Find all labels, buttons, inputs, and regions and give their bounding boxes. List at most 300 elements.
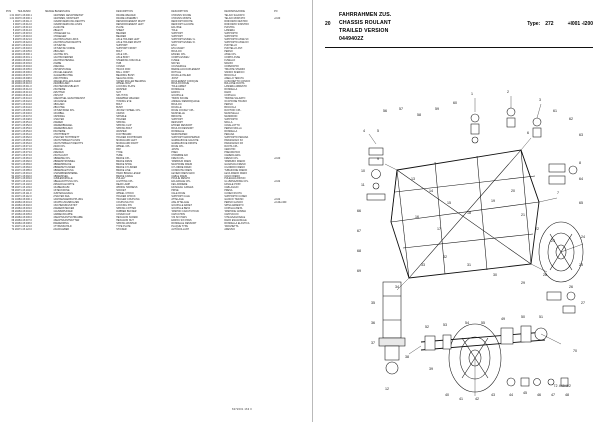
cell-fr: PRISE <box>171 190 179 193</box>
cell-qty: 4 <box>53 193 55 196</box>
cell-it: FRENO CPL. <box>224 157 239 160</box>
callout-40: 40 <box>445 393 449 397</box>
cell-en: WHEEL BOLT <box>116 83 132 86</box>
page-number: 20 <box>325 21 331 27</box>
cell-pos: 63 20 <box>11 202 18 205</box>
cell-num: 271.15.061.0 <box>17 133 32 136</box>
cell-en: WASHER <box>116 89 127 92</box>
cell-pos: 71 20 <box>11 225 18 228</box>
cell-qty: 1 <box>53 133 55 136</box>
cell-num: 271.15.064.0 <box>17 142 32 145</box>
callout-23: 23 <box>551 239 555 243</box>
cell-fr: RONDELLE RESSORT <box>171 223 197 226</box>
callout-69: 69 <box>357 269 361 273</box>
cell-qty: 2 <box>53 151 55 154</box>
left-page-footer: 6372001 163 0 <box>232 408 252 411</box>
callout-22: 22 <box>535 227 539 231</box>
cell-it: GANCIO TRAINO <box>224 199 244 202</box>
cell-de: TRAEGER GL. <box>54 33 71 36</box>
cell-rm: +I102 <box>274 199 281 202</box>
cell-fr: CHAMBRE AIR <box>171 154 188 157</box>
cell-en: FOOTBOARD <box>116 133 132 136</box>
cell-pos: 5 20 <box>12 30 18 33</box>
col-po: PO <box>274 11 278 13</box>
cell-fr: TIMON SOUDE <box>171 98 189 101</box>
cell-fr: TOLE <box>171 30 178 33</box>
cell-de: RAD KPL. <box>54 145 66 148</box>
cell-fr: SUPPORT <box>171 33 183 36</box>
cell-pos: 22 20 <box>11 80 18 83</box>
cell-num: 270.15.021.0 <box>17 38 32 41</box>
cell-en: NUT <box>116 92 122 95</box>
cell-en: AXLE HOLDER RIGHT <box>116 41 142 44</box>
cell-num: 294.15.002.0 <box>17 59 32 62</box>
cell-qty: 1 <box>53 119 55 122</box>
callout-11: 11 <box>361 183 365 187</box>
cell-num: 284.15.004.0 <box>17 211 32 214</box>
cell-fr: ANNEAU REMORQUAGE <box>171 101 200 104</box>
callout-49: 49 <box>501 317 505 321</box>
cell-it: PRESA <box>224 190 233 193</box>
cell-de: TRAEGER <box>54 35 67 38</box>
cell-de: BUCHSE <box>54 107 65 110</box>
cell-qty: 2 <box>53 65 55 68</box>
cell-de: GUMMIPUFFER <box>54 211 73 214</box>
cell-fr: CAPUCHON <box>171 214 186 217</box>
cell-num: 271.15.014.0 <box>17 30 32 33</box>
cell-qty: 2 <box>53 41 55 44</box>
cell-fr: DOUILLE <box>171 107 182 110</box>
cell-fr: MACHOIRE FREIN <box>171 163 193 166</box>
cell-pos: 50 20 <box>11 163 18 166</box>
cell-pos: 46 20 <box>11 151 18 154</box>
callout-21: 21 <box>521 213 525 217</box>
cell-it: TAMBURO FRENO <box>224 160 246 163</box>
cell-fr: RONDELLE <box>171 130 185 133</box>
cell-pos: 60 20 <box>11 193 18 196</box>
drawing-page <box>313 0 600 422</box>
cell-num: 271.15.044.0 <box>17 107 32 110</box>
callout-29: 29 <box>521 281 525 285</box>
cell-it: TIRANTE STERZO <box>224 68 246 71</box>
cell-fr: MANIVELLE <box>171 113 185 116</box>
cell-qty: 1 <box>53 211 55 214</box>
cell-qty: 2 <box>53 184 55 187</box>
cell-en: FRAME WELDED <box>116 15 136 18</box>
cell-pos: 45 20 <box>11 148 18 151</box>
cell-en: SPRING <box>116 122 126 125</box>
cell-it: PERNO GANCIO <box>224 202 244 205</box>
cell-qty: 1 <box>53 175 55 178</box>
cell-de: KUPPLUNGSBOLZEN <box>54 202 80 205</box>
cell-de: BREMSE KPL. <box>54 157 71 160</box>
cell-it: PEDANA <box>224 133 235 136</box>
cell-de: HALTER KEIL <box>54 196 70 199</box>
cell-pos: 8 20 <box>12 38 18 41</box>
cell-qty: 2 <box>53 208 55 211</box>
callout-50: 50 <box>521 315 525 319</box>
type-designation <box>527 21 593 27</box>
cell-it: COPERCHIO <box>224 65 239 68</box>
cell-num: 271.15.073.0 <box>17 151 32 154</box>
cell-pos: 9 20 <box>12 41 18 44</box>
cell-fr: PNEU <box>171 151 178 154</box>
cell-qty: 2 <box>53 89 55 92</box>
cell-de: DEICHSEL GESCHWEISST <box>54 98 86 101</box>
cell-pos: 39 20 <box>11 130 18 133</box>
cell-pos: 64 20 <box>11 205 18 208</box>
cell-it: RINFORZO SINISTRO <box>224 24 249 27</box>
cell-fr: ETAI AVANT <box>171 47 185 50</box>
col-denominazione: DENOMINAZIONE <box>224 11 246 13</box>
cell-num: 271.15.091.0 <box>17 172 32 175</box>
cell-en: TUBE <box>116 154 123 157</box>
cell-it: SUPPORTO PEDANA <box>224 136 249 139</box>
cell-en: REAR LAMP <box>116 184 131 187</box>
drawing-code: 72 449402 <box>553 384 571 388</box>
cell-num: 271.15.016.0 <box>17 35 32 38</box>
callout-64: 64 <box>579 177 583 181</box>
cell-it: CAVALLOTTO <box>224 125 240 128</box>
cell-fr: TAMPON CAOUTCHOUC <box>171 211 200 214</box>
cell-en: BEARING BUSH <box>116 74 135 77</box>
callout-44: 44 <box>509 393 513 397</box>
cell-pos: 61 20 <box>11 196 18 199</box>
cell-qty: 1 <box>53 35 55 38</box>
cell-qty: 4 <box>53 163 55 166</box>
cell-num: 271.15.081.0 <box>17 157 32 160</box>
cell-pos: 35 20 <box>11 119 18 122</box>
cell-de: ACHSHALTER RECHTS <box>54 41 82 44</box>
callout-30: 30 <box>493 273 497 277</box>
cell-de: RAHMEN, MONTIERT <box>54 18 80 21</box>
cell-fr: BOULON RESSORT <box>171 128 194 131</box>
cell-de: DECKEL <box>54 65 65 68</box>
cell-de: SICHERUNGSSTIFT <box>54 205 78 208</box>
cell-qty: 1 <box>53 139 55 142</box>
cell-de: RUECKLEUCHTE <box>54 184 75 187</box>
cell-fr: GARDE-BOUE GAUCHE <box>171 139 199 142</box>
cell-de: BREMSSEIL <box>54 175 69 178</box>
cell-en: HOLDER CHOCK <box>116 196 136 199</box>
cell-pos: 10 20 <box>11 44 18 47</box>
cell-fr: GOUPILLE BETA <box>171 208 191 211</box>
cell-fr: SUPPORT ESSIEU G. <box>171 38 196 41</box>
cell-pos: 26 20 <box>11 92 18 95</box>
cell-qty: 4 <box>53 128 55 131</box>
cell-fr: LEVIER FREIN MAIN <box>171 172 195 175</box>
cell-it: PULEGGIA RINVIO <box>224 178 246 181</box>
cell-pos: 15 20 <box>11 59 18 62</box>
cell-pos: 13 20 <box>11 53 18 56</box>
cell-de: LAGERBUCHSE <box>54 74 73 77</box>
cell-qty: 2 <box>53 95 55 98</box>
callout-25: 25 <box>579 263 583 267</box>
callout-33: 33 <box>421 263 425 267</box>
cell-fr: ESSIEU CPL. <box>171 53 187 56</box>
callout-68: 68 <box>357 249 361 253</box>
cell-pos: 36 20 <box>11 122 18 125</box>
cell-rm: +I120+I400 <box>274 202 287 205</box>
cell-it: SUPPORTO <box>224 33 238 36</box>
cell-it: PARAFANGO SX <box>224 139 243 142</box>
cell-num: 271.15.052.0 <box>17 125 32 128</box>
cell-pos: 62 10 <box>11 199 18 202</box>
cell-pos: 69 20 <box>11 220 18 223</box>
cell-it: CORPO ASSE <box>224 56 241 59</box>
cell-it: CUSCINETTO CONICO <box>224 80 251 83</box>
cell-en: MUDGUARD LEFT <box>116 139 137 142</box>
cell-fr: JOINT <box>171 77 179 80</box>
callout-38: 38 <box>405 355 409 359</box>
cell-num: 271.15.082.0 <box>17 160 32 163</box>
cell-pos: 38 20 <box>11 128 18 131</box>
cell-fr: AXE ATTELAGE <box>171 202 190 205</box>
cell-fr: BROCHE <box>171 116 182 119</box>
cell-it: SPINA ARRESTO <box>224 205 244 208</box>
cell-it: TARGHETTA <box>224 225 239 228</box>
type-range: +I001 -I200 <box>567 21 593 27</box>
cell-it: CAVO FRENO <box>224 175 241 178</box>
cell-rm: +I100 <box>274 18 281 21</box>
cell-de: HALTER <box>54 119 65 122</box>
callout-63: 63 <box>579 133 583 137</box>
cell-num: 271.15.104.0 <box>17 190 32 193</box>
cell-num: 271.15.101.0 <box>17 181 32 184</box>
cell-num: 271.15.083.0 <box>17 163 32 166</box>
cell-fr: TOLE ARRET <box>171 86 187 89</box>
cell-it: LAMIERA <box>224 30 235 33</box>
cell-de: BOLZEN <box>54 50 65 53</box>
cell-pos: 47 20 <box>11 154 18 157</box>
col-pos: POS <box>6 11 12 13</box>
cell-en: REINFORCEMENT RIGHT <box>116 21 146 24</box>
callout-34: 34 <box>395 285 399 289</box>
cell-qty: 1 <box>53 15 55 18</box>
cell-it: SUPPORTO ASSE SX <box>224 38 249 41</box>
cell-qty: 4 <box>53 217 55 220</box>
cell-qty: 4 <box>53 80 55 83</box>
cell-it: DADO ESAGONALE <box>224 220 247 223</box>
cell-pos: 40 20 <box>11 133 18 136</box>
cell-it: RONDELLA <box>224 130 238 133</box>
cell-it: CUNEO RUOTA <box>224 193 242 196</box>
cell-it: CAPPUCCIO <box>224 214 239 217</box>
cell-fr: PLAQUE TYPE <box>171 225 188 228</box>
cell-it: ASSE CPL. <box>224 53 237 56</box>
cell-de: STECKDOSE <box>54 190 70 193</box>
cell-qty: 1 <box>53 101 55 104</box>
cell-pos: 3 00 <box>12 24 18 27</box>
cell-qty: 2 <box>53 86 55 89</box>
callout-70: 70 <box>573 349 577 353</box>
cell-de: ACHSSCHENKEL <box>54 59 75 62</box>
callout-54: 54 <box>465 321 469 325</box>
cell-en: RUBBER BUFFER <box>116 211 137 214</box>
cell-fr: BARRE ACCOUPLEMENT <box>171 68 201 71</box>
cell-qty: 2 <box>53 228 55 231</box>
cell-num: 294.15.010.0 <box>17 83 32 86</box>
cell-qty: 4 <box>53 125 55 128</box>
cell-qty: 1 <box>53 205 55 208</box>
cell-en: FRAME ASSEMBLY <box>116 18 138 21</box>
cell-en: SEALING RING <box>116 77 134 80</box>
cell-it: LEVA FRENO MANO <box>224 172 248 175</box>
cell-en: COVER CAP <box>116 214 131 217</box>
cell-fr: CABLE FREIN <box>171 175 188 178</box>
cell-de: NABE <box>54 62 62 65</box>
cell-fr: FUSEE <box>171 59 180 62</box>
cell-it: TELAIO MONTATO <box>224 18 246 21</box>
cell-num: 294.15.006.0 <box>17 71 32 74</box>
cell-it: COPIGLIA <box>224 95 236 98</box>
cell-num: 271.15.093.0 <box>17 178 32 181</box>
callout-45: 45 <box>523 391 527 395</box>
cell-num: 294.15.001.1 <box>17 56 32 59</box>
cell-de: ACHSE KPL. <box>54 53 69 56</box>
cell-qty: 4 <box>53 74 55 77</box>
cell-de: BELEUCHTUNG KPL. <box>54 181 79 184</box>
cell-en: TAPER ROLLER BEARING <box>116 80 146 83</box>
cell-num: 271.15.042.0 <box>17 101 32 104</box>
col-part-number: TEILNUMM <box>17 11 31 13</box>
cell-num: 284.15.003.0 <box>17 208 32 211</box>
cell-qty: 2 <box>53 136 55 139</box>
cell-fr: RENFORT DROITE <box>171 21 193 24</box>
cell-qty: 2 <box>53 62 55 65</box>
cell-it: COPIGLIA BETA <box>224 208 243 211</box>
callout-51: 51 <box>539 315 543 319</box>
callout-55: 55 <box>481 321 485 325</box>
cell-de: ACHSKOERPER <box>54 56 74 59</box>
cell-pos: 51 20 <box>11 166 18 169</box>
cell-pos: 29 20 <box>11 101 18 104</box>
cell-it: ANELLO TENUTA <box>224 77 244 80</box>
cell-en: WHEEL CHOCK <box>116 193 134 196</box>
cell-it: DADO <box>224 92 232 95</box>
cell-qty: 1 <box>53 181 55 184</box>
cell-de: SPINDEL <box>54 116 66 119</box>
cell-qty: 1 <box>53 56 55 59</box>
cell-num: 271.15.015.0 <box>17 33 32 36</box>
cell-it: VITE ESAGONALE <box>224 217 246 220</box>
cell-it: TELAIO SALDATO <box>224 15 245 18</box>
cell-pos: 33 20 <box>11 113 18 116</box>
cell-qty: 1 <box>53 172 55 175</box>
cell-num: 271.15.103.0 <box>17 187 32 190</box>
callout-46: 46 <box>537 393 541 397</box>
cell-pos: 11 20 <box>11 47 18 50</box>
exploded-view-drawing <box>325 52 593 402</box>
cell-pos: 68 20 <box>11 217 18 220</box>
cell-pos: 34 20 <box>11 116 18 119</box>
cell-num: 294.15.009.0 <box>17 80 32 83</box>
cell-en: LOCKING PIN <box>116 205 132 208</box>
cell-de: SCHUTZBLECH RECHTS <box>54 142 84 145</box>
cell-pos: 18 20 <box>11 68 18 71</box>
cell-de: SICHERUNGSBLECH <box>54 86 79 89</box>
col-description-fr: DESCRIPTION <box>171 11 189 13</box>
cell-it: BOCCOLA <box>224 107 237 110</box>
cell-it: TAMPONE GOMMA <box>224 211 247 214</box>
callout-61: 61 <box>553 109 557 113</box>
title-line-3: TRAILED VERSION <box>339 28 389 35</box>
callout-67: 67 <box>357 229 361 233</box>
cell-en: TRAILER COUPLING <box>116 199 140 202</box>
cell-it: PERNO <box>224 50 233 53</box>
cell-num: 271.15.085.0 <box>17 169 32 172</box>
cell-pos: 32 20 <box>11 110 18 113</box>
title-line-1: FAHRRAHMEN ZUS. <box>339 12 392 18</box>
cell-en: HOLDER <box>116 119 127 122</box>
cell-num: 271.15.122.0 <box>17 228 32 231</box>
cell-pos: 2 00 <box>12 21 18 24</box>
cell-fr: FEU ARRIERE <box>171 184 188 187</box>
cell-qty: 1 <box>53 104 55 107</box>
cell-num: 271.15.032.0 <box>17 47 32 50</box>
cell-fr: ECLISSE <box>171 27 182 30</box>
cell-de: TRITTBRETT <box>54 133 70 136</box>
cell-en: HOLDER FOOTBOARD <box>116 136 143 139</box>
callout-20: 20 <box>511 189 515 193</box>
cell-en: SPRING BOLT <box>116 128 133 131</box>
cell-en: BOLT <box>116 104 123 107</box>
cell-en: LOCKING PLATE <box>116 86 136 89</box>
callout-32: 32 <box>443 255 447 259</box>
cell-num: 271.15.053.0 <box>17 128 32 131</box>
cell-de: FEDERRING <box>54 223 69 226</box>
cell-pos: 31 20 <box>11 107 18 110</box>
cell-de: KURBEL <box>54 113 65 116</box>
col-description-en: DESCRIPTION <box>116 11 133 13</box>
cell-de: RADBOLZEN <box>54 83 70 86</box>
cell-num: 270.15.000.1 <box>17 18 32 21</box>
cell-qty: 1 <box>53 53 55 56</box>
cell-qty: 1 <box>53 110 55 113</box>
cell-pos: 12 20 <box>11 50 18 53</box>
cell-num: 284.15.002.0 <box>17 205 32 208</box>
cell-pos: 25 20 <box>11 89 18 92</box>
cell-num: 271.15.072.0 <box>17 148 32 151</box>
cell-pos: 19 20 <box>11 71 18 74</box>
callout-4: 4 <box>363 129 365 133</box>
cell-qty: 2 <box>53 30 55 33</box>
cell-de: SPURSTANGE <box>54 68 72 71</box>
callout-19: 19 <box>491 199 495 203</box>
cell-num: 284.15.005.0 <box>17 214 32 217</box>
cell-num: 271.15.045.0 <box>17 110 32 113</box>
cell-qty: 1 <box>53 169 55 172</box>
left-support-column <box>379 282 405 374</box>
cell-fr: CHASSIS MONTE <box>171 18 192 21</box>
cell-num: 284.15.006.0 <box>17 217 32 220</box>
cell-it: OCCHIONE TRAINO <box>224 101 248 104</box>
callout-36: 36 <box>371 321 375 325</box>
callout-43: 43 <box>491 393 495 397</box>
cell-fr: ECROU SIX PANS <box>171 220 192 223</box>
cell-pos: 49 20 <box>11 160 18 163</box>
cell-de: SECHSKANTMUTTER <box>54 220 80 223</box>
cell-de: ZUGOESE <box>54 101 67 104</box>
cell-it: FUSELLO <box>224 59 236 62</box>
cell-num: 294.15.014.0 <box>17 95 32 98</box>
callout-17: 17 <box>437 227 441 231</box>
cell-pos: 43 20 <box>11 142 18 145</box>
cell-pos: 57 20 <box>11 184 18 187</box>
cell-pos: 1.01 00 <box>9 18 18 21</box>
cell-num: 271.15.071.0 <box>17 145 32 148</box>
cell-de: UMLENKROLLE <box>54 178 73 181</box>
